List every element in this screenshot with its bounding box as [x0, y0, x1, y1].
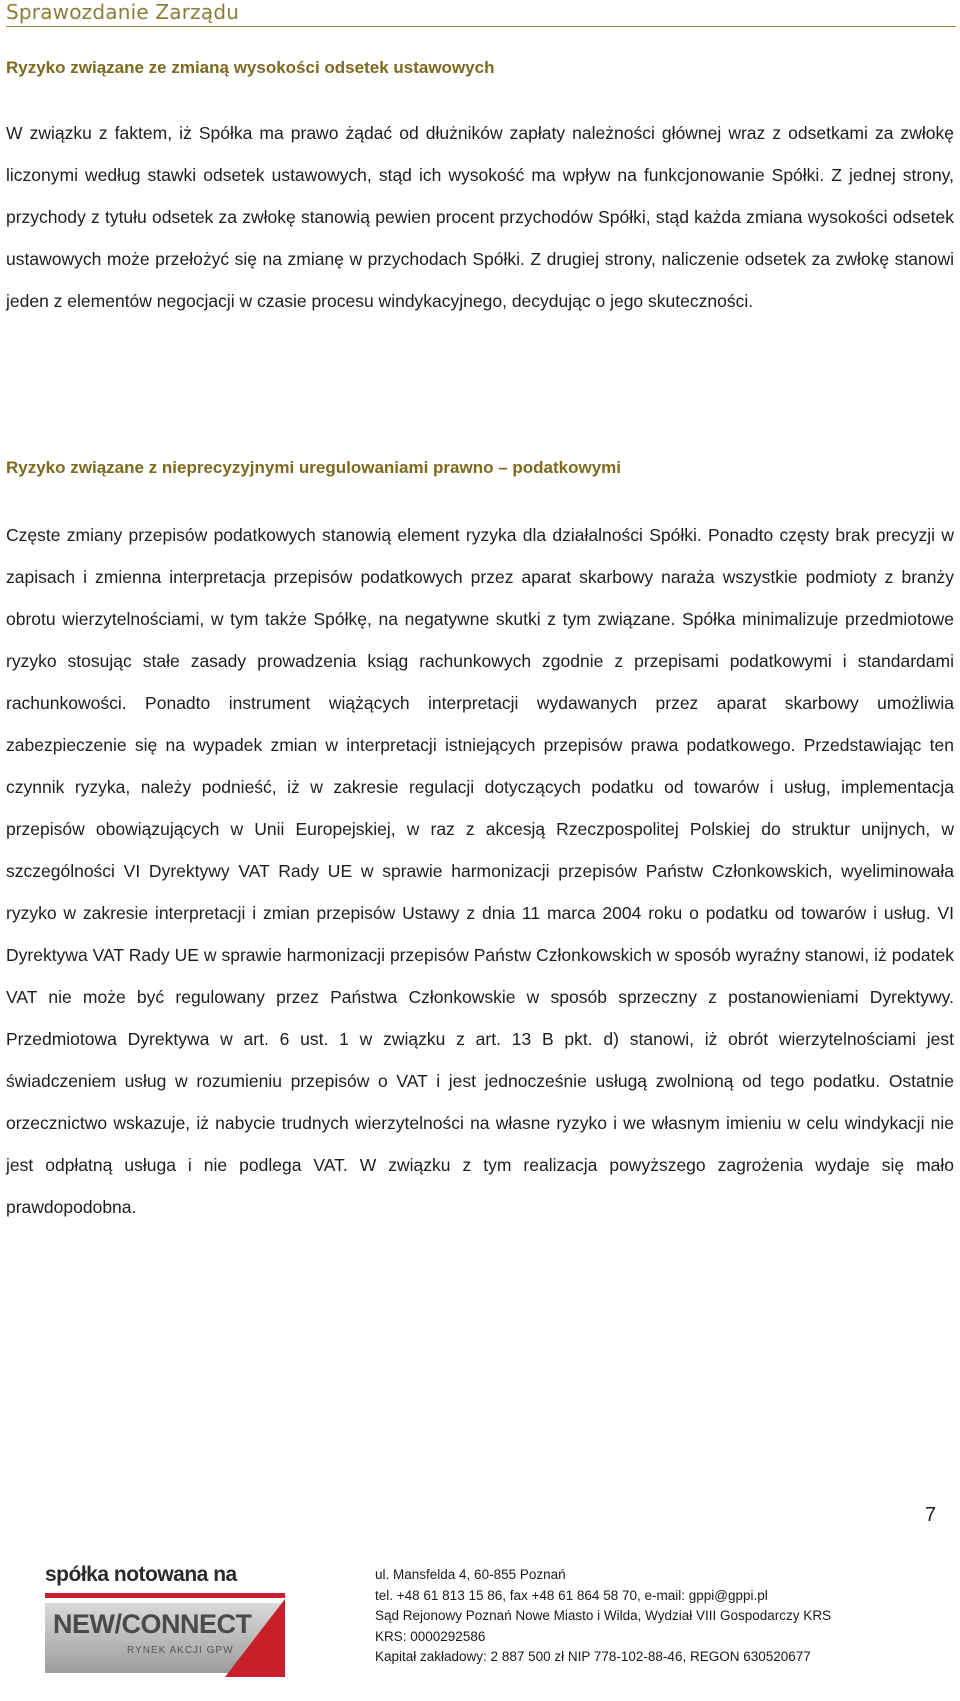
section-body-tax-regulation-risk: Częste zmiany przepisów podatkowych stanowią element ryzyka dla działalności Spółki. Ponadto częsty brak precyzji w zapisach i zmienna interpretacja przepisów podatkowych przez aparat skarbowy naraża wszystkie podmioty z branży obrotu wierzytelnościami, w tym także Spółkę, na negatywne skutki z tym związane. Spółka minimalizuje przedmiotowe ryzyko stosując stałe zasady prowadzenia ksiąg rachunkowych zgodnie z przepisami podatkowymi i standardami rachunkowości. Ponadto instrument wiążących interpretacji wydawanych przez aparat skarbowy umożliwia zabezpieczenie się na wypadek zmian w interpretacji istniejących przepisów prawa podatkowego. Przedstawiając ten czynnik ryzyka, należy podnieść, iż w zakresie regulacji dotyczących podatku od towarów i usług, implementacja przepisów obowiązujących w Unii Europejskiej, w raz z akcesją Rzeczpospolitej Polskiej do struktur unijnych, w szczególności VI Dyrektywy VAT Rady UE w sprawie harmonizacji przepisów Państw Członkowskich, wyeliminowała ryzyko w zakresie interpretacji i zmian przepisów Ustawy z dnia 11 marca 2004 roku o podatku od towarów i usług. VI Dyrektywa VAT Rady UE w sprawie harmonizacji przepisów Państw Członkowskich w sposób wyraźny stanowi, iż podatek VAT nie może być regulowany przez Państwa Członkowskie w sposób sprzeczny z postanowieniami Dyrektywy. Przedmiotowa Dyrektywa w art. 6 ust. 1 w związku z art. 13 B pkt. d) stanowi, iż obrót wierzytelnościami jest świadczeniem usług w rozumieniu przepisów o VAT i jest jednocześnie usługą zwolnioną od tego podatku. Ostatnie orzecznictwo wskazuje, iż nabycie trudnych wierzytelności na własne ryzyko i we własnym imieniu w celu windykacji nie jest odpłatną usługa i nie podlega VAT. W związku z tym realizacja powyższego zagrożenia wydaje się mało prawdopodobna. — [6, 525, 954, 1217]
footer-krs: KRS: 0000292586 — [375, 1628, 486, 1644]
footer-contact: tel. +48 61 813 15 86, fax +48 61 864 58 70, e-mail: gppi@gppi.pl — [375, 1587, 768, 1603]
logo-sub-text: RYNEK AKCJI GPW — [127, 1645, 234, 1656]
logo-top-text: spółka notowana na — [45, 1563, 237, 1586]
newconnect-logo — [45, 1563, 285, 1678]
footer-court: Sąd Rejonowy Poznań Nowe Miasto i Wilda, Wydział VIII Gospodarczy KRS — [375, 1608, 832, 1623]
page-number: 7 — [925, 1504, 937, 1526]
logo-brand-text: NEW/CONNECT — [53, 1609, 252, 1639]
page-header — [6, 0, 956, 27]
footer-company-info — [375, 1565, 831, 1668]
footer-capital: Kapitał zakładowy: 2 887 500 zł NIP 778-102-88-46, REGON 630520677 — [375, 1649, 811, 1664]
footer-address: ul. Mansfelda 4, 60-855 Poznań — [375, 1567, 566, 1582]
section-body-interest-rate-risk: W związku z faktem, iż Spółka ma prawo żądać od dłużników zapłaty należności głównej wraz z odsetkami za zwłokę liczonymi według stawki odsetek ustawowych, stąd ich wysokość ma wpływ na funkcjonowanie Spółki. Z jednej strony, przychody z tytułu odsetek za zwłokę stanowią pewien procent przychodów Spółki, stąd każda zmiana wysokości odsetek ustawowych może przełożyć się na zmianę w przychodach Spółki. Z drugiej strony, naliczenie odsetek za zwłokę stanowi jeden z elementów negocjacji w czasie procesu windykacyjnego, decydując o jego skuteczności. — [6, 123, 954, 311]
header-title: Sprawozdanie Zarządu — [6, 0, 240, 24]
logo-red-bar — [45, 1593, 285, 1598]
section-title-tax-regulation-risk: Ryzyko związane z nieprecyzyjnymi uregulowaniami prawno – podatkowymi — [6, 458, 621, 477]
section-title-interest-rate-risk: Ryzyko związane ze zmianą wysokości odsetek ustawowych — [6, 58, 495, 77]
